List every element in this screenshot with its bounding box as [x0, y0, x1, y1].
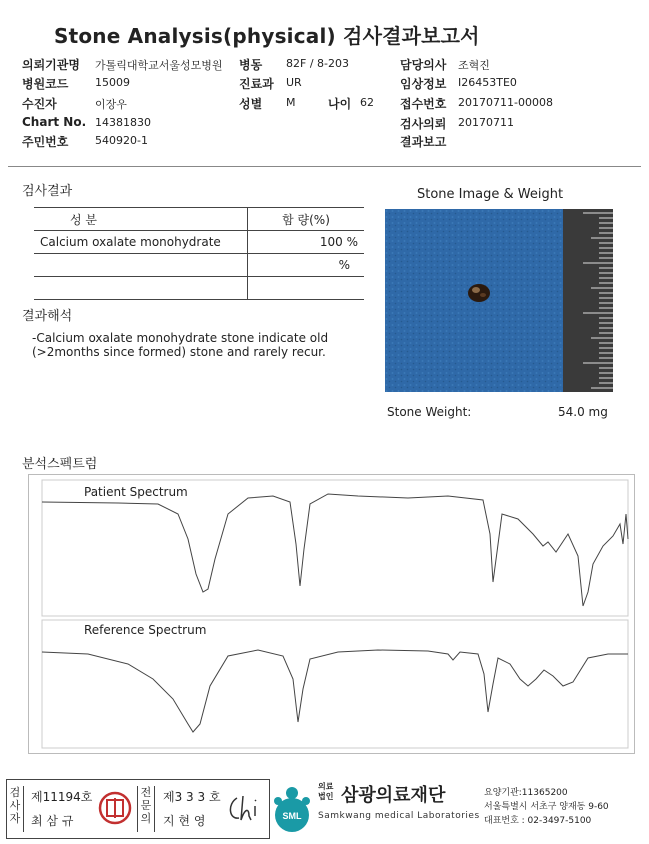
specialist-name: 지 현 영: [163, 814, 206, 828]
org-address: 서울특별시 서초구 양재동 9-60: [484, 802, 609, 812]
component-cell: [34, 277, 248, 300]
interpretation-title: 결과해석: [22, 309, 73, 324]
amount-cell: [248, 277, 365, 300]
interpretation-text: [32, 331, 328, 359]
institution-label: 의뢰기관명: [22, 58, 80, 72]
table-header-row: [34, 208, 364, 231]
ruler: [563, 209, 613, 392]
table-row: [34, 254, 364, 277]
chart-no-value: 14381830: [95, 116, 151, 129]
hospital-code-value: 15009: [95, 76, 130, 89]
sex-value: M: [286, 96, 296, 109]
table-row: [34, 231, 364, 254]
stone-photo: [385, 209, 613, 392]
age-label: 나이: [328, 97, 352, 111]
logo-english: Samkwang medical Laboratories: [318, 811, 480, 821]
stone-photo-graphic: [385, 209, 613, 392]
component-cell: [34, 254, 248, 277]
sex-label: 성별: [239, 97, 263, 111]
patient-spectrum-line: [42, 494, 628, 606]
results-section-title: 검사결과: [22, 184, 73, 199]
dept-value: UR: [286, 76, 302, 89]
patient-label: 수진자: [22, 97, 57, 111]
hospital-code-label: 병원코드: [22, 77, 69, 91]
reference-spectrum-frame: [42, 620, 628, 748]
tester-seal-icon: [97, 790, 133, 826]
table-row: [34, 277, 364, 300]
org-code: 요양기관:11365200: [484, 788, 568, 798]
column-header-component: 성 분: [34, 208, 248, 231]
specialist-signature-icon: [225, 790, 265, 826]
spectrum-section-title: 분석스펙트럼: [22, 457, 98, 472]
dept-label: 진료과: [239, 77, 274, 91]
doctor-label: 담당의사: [400, 58, 447, 72]
receipt-value: 20170711-00008: [458, 96, 553, 109]
report-label: 결과보고: [400, 135, 447, 149]
interpretation-line-2: (>2months since formed) stone and rarely recur.: [32, 345, 326, 359]
logo-name: 삼광의료재단: [341, 785, 446, 806]
patient-value: 이장우: [95, 98, 127, 111]
signature-box: [6, 779, 270, 839]
org-phone: 대표번호 : 02-3497-5100: [484, 816, 592, 826]
spectrum-panel: [28, 474, 635, 754]
specialist-license: 제3 3 3 호: [163, 790, 221, 804]
resident-no-label: 주민번호: [22, 135, 69, 149]
specialist-vertical-label: 전문의: [137, 786, 155, 832]
sml-logo-icon: [270, 783, 314, 835]
column-header-amount: 함 량(%): [248, 208, 365, 231]
doctor-value: 조혁진: [458, 59, 490, 72]
request-value: 20170711: [458, 116, 514, 129]
component-cell: Calcium oxalate monohydrate: [34, 231, 248, 254]
svg-text:SML: SML: [282, 811, 302, 821]
institution-footer: [268, 779, 644, 839]
reference-spectrum-line: [42, 650, 628, 732]
ward-label: 병동: [239, 58, 263, 72]
patient-spectrum-label: Patient Spectrum: [84, 485, 188, 499]
clinical-value: I26453TE0: [458, 76, 517, 89]
request-label: 검사의뢰: [400, 117, 447, 131]
tester-name: 최 삼 규: [31, 814, 74, 828]
page-title: Stone Analysis(physical) 검사결과보고서: [54, 24, 480, 48]
patient-spectrum-frame: [42, 480, 628, 616]
reference-spectrum-label: Reference Spectrum: [84, 623, 207, 637]
amount-cell: 100 %: [248, 231, 365, 254]
institution-value: 가톨릭대학교서울성모병원: [95, 59, 223, 72]
stone-weight-label: Stone Weight:: [387, 405, 472, 419]
header-divider: [8, 166, 641, 167]
stone-image-header: Stone Image & Weight: [417, 187, 564, 202]
amount-cell: %: [248, 254, 365, 277]
stone-icon: [468, 284, 490, 302]
interpretation-line-1: -Calcium oxalate monohydrate stone indicate old: [32, 331, 329, 345]
stone-weight-value: 54.0 mg: [558, 405, 608, 419]
resident-no-value: 540920-1: [95, 134, 148, 147]
spectrum-graphic: [28, 474, 635, 754]
logo-prefix-bottom: 법인: [318, 792, 334, 801]
receipt-label: 접수번호: [400, 97, 447, 111]
clinical-label: 임상정보: [400, 77, 447, 91]
ward-value: 82F / 8-203: [286, 57, 349, 70]
logo-prefix: [318, 782, 333, 802]
logo-prefix-top: 의료: [318, 782, 334, 791]
chart-no-label: Chart No.: [22, 115, 87, 129]
tester-vertical-label: 검사자: [9, 786, 24, 832]
tester-license: 제11194호: [31, 790, 93, 804]
age-value: 62: [360, 96, 374, 109]
results-table: [34, 207, 364, 300]
